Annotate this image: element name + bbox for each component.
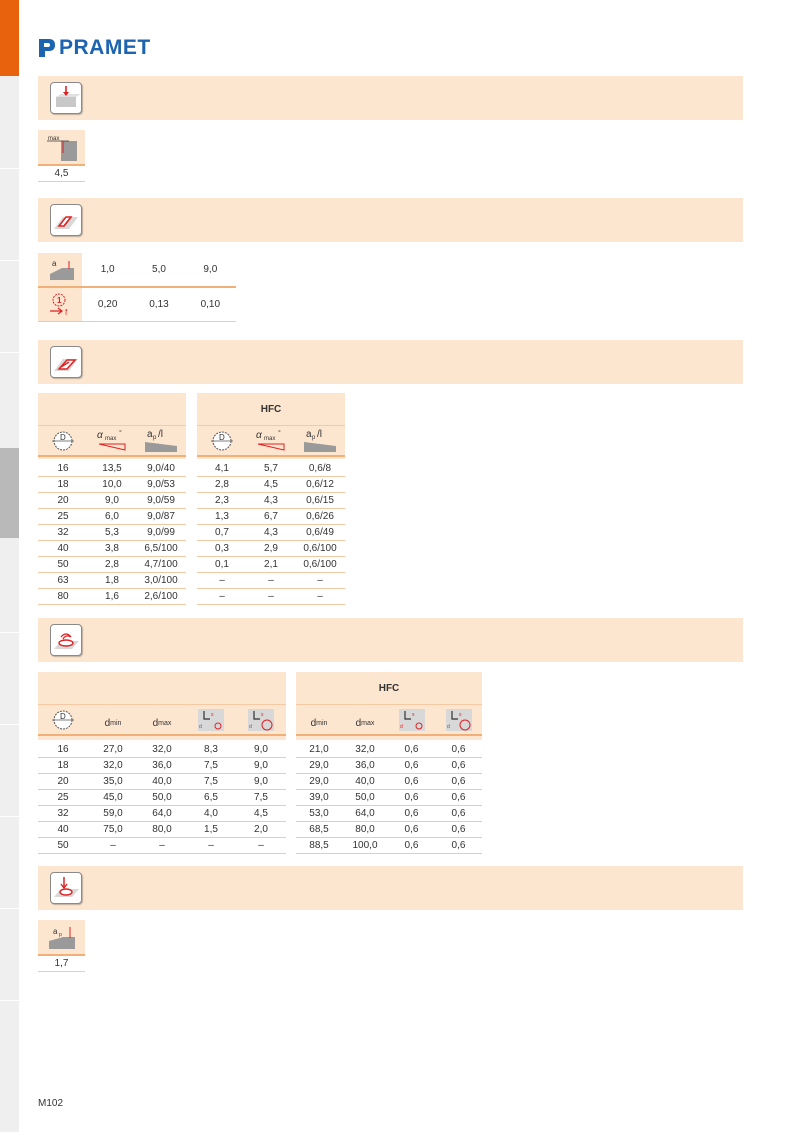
side-index-divider bbox=[0, 168, 19, 169]
ramp-table-left bbox=[38, 461, 186, 605]
table-cell: 20 bbox=[38, 493, 88, 509]
alpha-max-icon bbox=[247, 428, 295, 454]
table-cell: 2,3 bbox=[197, 493, 247, 509]
table-row bbox=[38, 589, 186, 605]
table-cell: 7,5 bbox=[236, 790, 286, 806]
table-cell: – bbox=[138, 838, 186, 854]
table-row bbox=[296, 742, 482, 758]
table-cell: 50,0 bbox=[342, 790, 388, 806]
table-row bbox=[38, 288, 236, 322]
table-cell: 40 bbox=[38, 822, 88, 838]
table-row bbox=[296, 822, 482, 838]
side-index-divider bbox=[0, 632, 19, 633]
ramp-table-right bbox=[197, 461, 345, 605]
helix-left-title bbox=[38, 672, 286, 704]
helical-interpolation-icon bbox=[50, 624, 82, 656]
svg-text:D: D bbox=[219, 432, 225, 442]
table-cell: 80 bbox=[38, 589, 88, 605]
svg-text:°: ° bbox=[278, 429, 281, 437]
table-cell: 0,6 bbox=[388, 790, 435, 806]
svg-text:s: s bbox=[261, 711, 264, 718]
table-row bbox=[296, 838, 482, 854]
table-cell: 6,5/100 bbox=[136, 541, 186, 557]
svg-text:a: a bbox=[147, 428, 153, 440]
side-index-divider bbox=[0, 352, 19, 353]
table-cell: 9,0 bbox=[236, 774, 286, 790]
table-cell: – bbox=[197, 573, 247, 589]
table-cell: 53,0 bbox=[296, 806, 342, 822]
table-cell: 25 bbox=[38, 509, 88, 525]
ramping-icon bbox=[50, 346, 82, 378]
table-row bbox=[38, 758, 286, 774]
table-cell: 39,0 bbox=[296, 790, 342, 806]
ramp-table-left-header bbox=[38, 393, 186, 459]
ap-per-length-icon bbox=[295, 428, 345, 454]
table-cell: 59,0 bbox=[88, 806, 138, 822]
side-index-strip bbox=[0, 0, 19, 1132]
svg-text:/l: /l bbox=[158, 428, 163, 440]
brand-name: PRAMET bbox=[59, 36, 151, 59]
table-row bbox=[197, 477, 345, 493]
ramp-left-title bbox=[38, 393, 186, 425]
svg-text:D: D bbox=[60, 432, 66, 442]
table-cell: 2,8 bbox=[197, 477, 247, 493]
table-row bbox=[38, 477, 186, 493]
svg-text:a: a bbox=[52, 259, 57, 268]
svg-text:d: d bbox=[249, 723, 252, 730]
plunge-max-value: 4,5 bbox=[54, 168, 69, 179]
table-cell: 0,1 bbox=[197, 557, 247, 573]
table-cell: 16 bbox=[38, 461, 88, 477]
table-cell: 32,0 bbox=[342, 742, 388, 758]
table-cell: 40,0 bbox=[342, 774, 388, 790]
ramp-right-title: HFC bbox=[260, 404, 282, 415]
table-cell: 7,5 bbox=[186, 774, 236, 790]
table-row bbox=[197, 493, 345, 509]
table-row bbox=[296, 790, 482, 806]
table-row bbox=[197, 509, 345, 525]
table-row bbox=[296, 806, 482, 822]
table-cell: 2,0 bbox=[236, 822, 286, 838]
table-cell: 4,7/100 bbox=[136, 557, 186, 573]
side-index-marker bbox=[0, 448, 19, 538]
feed-value: 0,10 bbox=[200, 299, 221, 310]
svg-text:a: a bbox=[53, 927, 58, 936]
table-row bbox=[296, 774, 482, 790]
smax-dmin-icon bbox=[186, 707, 236, 733]
table-row bbox=[38, 557, 186, 573]
brand-logo bbox=[38, 36, 151, 60]
table-row bbox=[197, 541, 345, 557]
table-cell: 16 bbox=[38, 742, 88, 758]
table-row bbox=[197, 557, 345, 573]
plunge-milling-icon bbox=[50, 82, 82, 114]
table-cell: 32 bbox=[38, 806, 88, 822]
svg-text:p: p bbox=[153, 434, 157, 441]
table-cell: 13,5 bbox=[88, 461, 136, 477]
table-row bbox=[296, 758, 482, 774]
smax-dmax-icon bbox=[435, 707, 482, 733]
svg-text:max: max bbox=[105, 435, 117, 442]
helix-table-left-header bbox=[38, 672, 286, 740]
table-cell: 0,3 bbox=[197, 541, 247, 557]
svg-text:s: s bbox=[211, 711, 214, 718]
slot-milling-icon bbox=[50, 204, 82, 236]
table-cell: 8,3 bbox=[186, 742, 236, 758]
circular-ap-value: 1,7 bbox=[54, 958, 69, 969]
table-row bbox=[197, 461, 345, 477]
feed-value: 0,13 bbox=[149, 299, 169, 310]
section-header-helical bbox=[38, 618, 743, 662]
side-index-active bbox=[0, 0, 19, 76]
table-row bbox=[38, 742, 286, 758]
table-cell: 35,0 bbox=[88, 774, 138, 790]
svg-text:d: d bbox=[199, 723, 202, 730]
table-cell: 36,0 bbox=[342, 758, 388, 774]
table-cell: 5,7 bbox=[247, 461, 295, 477]
table-cell: 0,6/12 bbox=[295, 477, 345, 493]
table-cell: 0,6 bbox=[435, 758, 482, 774]
helix-table-left bbox=[38, 742, 286, 854]
table-cell: 2,9 bbox=[247, 541, 295, 557]
smax-dmin-icon bbox=[388, 707, 435, 733]
svg-text:s: s bbox=[411, 711, 414, 718]
table-cell: 0,6 bbox=[435, 742, 482, 758]
table-cell: 0,6/100 bbox=[295, 541, 345, 557]
table-row bbox=[38, 822, 286, 838]
diameter-icon bbox=[38, 709, 88, 731]
svg-text:D: D bbox=[60, 711, 66, 721]
table-cell: 0,6/8 bbox=[295, 461, 345, 477]
table-cell: 64,0 bbox=[138, 806, 186, 822]
table-cell: 4,0 bbox=[186, 806, 236, 822]
pramet-logo-icon bbox=[38, 38, 56, 58]
alpha-max-icon bbox=[88, 428, 136, 454]
plunge-depth-box bbox=[38, 130, 85, 182]
table-cell: 45,0 bbox=[88, 790, 138, 806]
table-row bbox=[38, 253, 236, 288]
helix-table-right bbox=[296, 742, 482, 854]
table-cell: 9,0/40 bbox=[136, 461, 186, 477]
table-cell: – bbox=[88, 838, 138, 854]
table-cell: 21,0 bbox=[296, 742, 342, 758]
circular-depth-box bbox=[38, 920, 85, 972]
section-header-slot bbox=[38, 198, 743, 242]
table-cell: 0,6/100 bbox=[295, 557, 345, 573]
table-cell: 9,0 bbox=[88, 493, 136, 509]
table-cell: 18 bbox=[38, 758, 88, 774]
feed-value: 0,20 bbox=[97, 299, 118, 310]
svg-text:°: ° bbox=[119, 429, 122, 437]
dmin-label: d min bbox=[310, 718, 328, 729]
side-index-divider bbox=[0, 908, 19, 909]
table-cell: – bbox=[247, 573, 295, 589]
table-cell: 0,6 bbox=[435, 838, 482, 854]
svg-text:1: 1 bbox=[57, 296, 62, 305]
ramp-table-right-header bbox=[197, 393, 345, 459]
table-cell: – bbox=[186, 838, 236, 854]
table-row bbox=[38, 541, 186, 557]
table-cell: 0,6 bbox=[388, 806, 435, 822]
helix-right-title: HFC bbox=[378, 683, 400, 694]
table-cell: 18 bbox=[38, 477, 88, 493]
ap-depth-icon bbox=[47, 923, 77, 951]
table-cell: 1,6 bbox=[88, 589, 136, 605]
table-cell: 2,1 bbox=[247, 557, 295, 573]
table-cell: 6,5 bbox=[186, 790, 236, 806]
svg-text:α: α bbox=[256, 429, 262, 441]
feed-per-tooth-icon bbox=[48, 291, 76, 319]
table-row bbox=[38, 461, 186, 477]
helix-table-right-header bbox=[296, 672, 482, 740]
table-cell: 40,0 bbox=[138, 774, 186, 790]
table-cell: 25 bbox=[38, 790, 88, 806]
table-cell: 4,3 bbox=[247, 493, 295, 509]
table-cell: 63 bbox=[38, 573, 88, 589]
table-cell: – bbox=[236, 838, 286, 854]
table-row bbox=[197, 573, 345, 589]
table-cell: 9,0 bbox=[236, 742, 286, 758]
max-label: max bbox=[48, 136, 60, 142]
side-index-divider bbox=[0, 1000, 19, 1001]
table-cell: 64,0 bbox=[342, 806, 388, 822]
table-cell: 6,7 bbox=[247, 509, 295, 525]
diameter-icon bbox=[197, 430, 247, 452]
table-cell: – bbox=[295, 573, 345, 589]
table-row bbox=[38, 806, 286, 822]
svg-text:p: p bbox=[59, 932, 62, 938]
table-cell: – bbox=[247, 589, 295, 605]
table-cell: 9,0/87 bbox=[136, 509, 186, 525]
table-cell: 0,6 bbox=[388, 838, 435, 854]
side-index-divider bbox=[0, 816, 19, 817]
table-cell: 4,5 bbox=[236, 806, 286, 822]
svg-text:f: f bbox=[65, 308, 68, 317]
table-cell: 100,0 bbox=[342, 838, 388, 854]
ap-depth-icon bbox=[48, 256, 76, 282]
side-index-divider bbox=[0, 724, 19, 725]
svg-text:α: α bbox=[97, 429, 103, 441]
table-cell: 1,8 bbox=[88, 573, 136, 589]
table-cell: 0,6/49 bbox=[295, 525, 345, 541]
ap-value: 1,0 bbox=[100, 264, 115, 275]
dmax-label: d max bbox=[355, 718, 375, 729]
table-cell: 0,6 bbox=[435, 790, 482, 806]
table-row bbox=[38, 790, 286, 806]
feed-table bbox=[38, 253, 236, 322]
table-cell: 6,0 bbox=[88, 509, 136, 525]
table-cell: 3,8 bbox=[88, 541, 136, 557]
table-cell: 0,6 bbox=[435, 822, 482, 838]
table-cell: 4,1 bbox=[197, 461, 247, 477]
diameter-icon bbox=[38, 430, 88, 452]
table-cell: 68,5 bbox=[296, 822, 342, 838]
dmin-label: d min bbox=[104, 718, 122, 729]
table-cell: 40 bbox=[38, 541, 88, 557]
table-cell: 50,0 bbox=[138, 790, 186, 806]
svg-text:a: a bbox=[306, 428, 312, 440]
max-depth-icon bbox=[47, 133, 77, 161]
table-cell: 5,3 bbox=[88, 525, 136, 541]
table-row bbox=[38, 573, 186, 589]
table-cell: 32,0 bbox=[88, 758, 138, 774]
table-row bbox=[38, 774, 286, 790]
table-cell: 50 bbox=[38, 557, 88, 573]
table-cell: 1,3 bbox=[197, 509, 247, 525]
table-row bbox=[38, 838, 286, 854]
svg-text:/l: /l bbox=[317, 428, 322, 440]
table-cell: 80,0 bbox=[342, 822, 388, 838]
table-cell: 29,0 bbox=[296, 774, 342, 790]
table-row bbox=[38, 493, 186, 509]
table-cell: 0,7 bbox=[197, 525, 247, 541]
table-cell: 4,5 bbox=[247, 477, 295, 493]
table-row bbox=[38, 525, 186, 541]
table-cell: 75,0 bbox=[88, 822, 138, 838]
table-cell: 1,5 bbox=[186, 822, 236, 838]
table-cell: 9,0/59 bbox=[136, 493, 186, 509]
table-cell: 3,0/100 bbox=[136, 573, 186, 589]
table-row bbox=[197, 525, 345, 541]
table-row bbox=[38, 509, 186, 525]
table-cell: 0,6 bbox=[388, 774, 435, 790]
smax-dmax-icon bbox=[236, 707, 286, 733]
table-cell: – bbox=[295, 589, 345, 605]
table-cell: 29,0 bbox=[296, 758, 342, 774]
table-row bbox=[197, 589, 345, 605]
table-cell: 0,6/26 bbox=[295, 509, 345, 525]
section-header-ramping bbox=[38, 340, 743, 384]
section-header-plunge bbox=[38, 76, 743, 120]
table-cell: 7,5 bbox=[186, 758, 236, 774]
table-cell: 32 bbox=[38, 525, 88, 541]
dmax-label: d max bbox=[152, 718, 172, 729]
svg-text:d: d bbox=[446, 723, 450, 730]
table-cell: 0,6 bbox=[435, 774, 482, 790]
table-cell: 2,8 bbox=[88, 557, 136, 573]
svg-text:s: s bbox=[458, 711, 461, 718]
circular-plunge-icon bbox=[50, 872, 82, 904]
table-cell: – bbox=[197, 589, 247, 605]
table-cell: 27,0 bbox=[88, 742, 138, 758]
table-cell: 20 bbox=[38, 774, 88, 790]
table-cell: 0,6 bbox=[388, 758, 435, 774]
table-cell: 80,0 bbox=[138, 822, 186, 838]
table-cell: 0,6 bbox=[388, 742, 435, 758]
table-cell: 2,6/100 bbox=[136, 589, 186, 605]
table-cell: 9,0 bbox=[236, 758, 286, 774]
ap-value: 5,0 bbox=[152, 264, 166, 275]
table-cell: 9,0/53 bbox=[136, 477, 186, 493]
table-cell: 0,6 bbox=[388, 822, 435, 838]
section-header-circular bbox=[38, 866, 743, 910]
table-cell: 4,3 bbox=[247, 525, 295, 541]
svg-text:d: d bbox=[399, 723, 403, 730]
ap-per-length-icon bbox=[136, 428, 186, 454]
table-cell: 88,5 bbox=[296, 838, 342, 854]
svg-text:p: p bbox=[312, 434, 316, 441]
ap-value: 9,0 bbox=[203, 264, 218, 275]
page-number: M102 bbox=[38, 1098, 64, 1109]
side-index-divider bbox=[0, 260, 19, 261]
table-cell: 50 bbox=[38, 838, 88, 854]
table-cell: 0,6 bbox=[435, 806, 482, 822]
table-cell: 10,0 bbox=[88, 477, 136, 493]
table-cell: 9,0/99 bbox=[136, 525, 186, 541]
table-cell: 32,0 bbox=[138, 742, 186, 758]
table-cell: 36,0 bbox=[138, 758, 186, 774]
table-cell: 0,6/15 bbox=[295, 493, 345, 509]
svg-text:max: max bbox=[264, 435, 276, 442]
